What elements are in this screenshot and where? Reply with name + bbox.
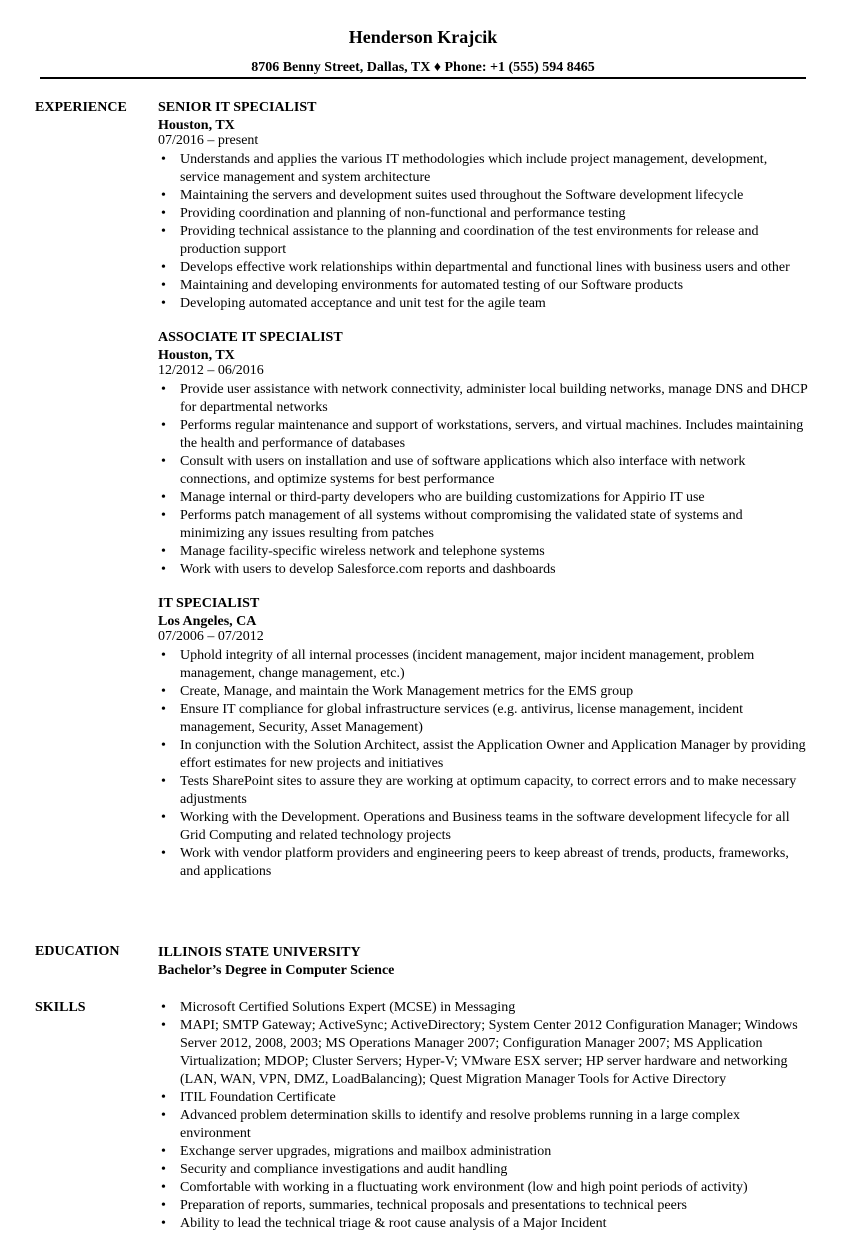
resume-name: Henderson Krajcik <box>348 27 498 47</box>
list-item: • ITIL Foundation Certificate <box>158 1089 808 1107</box>
list-item: • Ensure IT compliance for global infrastructure services (e.g. antivirus, license management, incident management, Security, Asset Management) <box>158 701 808 737</box>
list-item: • Providing coordination and planning of non-functional and performance testing <box>158 205 808 223</box>
header-divider <box>40 77 806 79</box>
job-title: ASSOCIATE IT SPECIALIST <box>158 330 343 345</box>
job-entry <box>158 329 808 579</box>
degree: Bachelor’s Degree in Computer Science <box>158 963 395 978</box>
list-item: • Maintaining and developing environments for automated testing of our Software products <box>158 277 808 295</box>
list-item: • Work with vendor platform providers and engineering peers to keep abreast of trends, products, frameworks, and applications <box>158 845 808 881</box>
list-item: • Maintaining the servers and development suites used throughout the Software development lifecycle <box>158 187 808 205</box>
list-item: • Work with users to develop Salesforce.com reports and dashboards <box>158 561 808 579</box>
job-dates: 07/2016 – present <box>158 133 259 148</box>
job-title: SENIOR IT SPECIALIST <box>158 100 317 115</box>
experience-body <box>158 99 808 897</box>
list-item: • Developing automated acceptance and unit test for the agile team <box>158 295 808 313</box>
list-item: • Comfortable with working in a fluctuating work environment (low and high point periods of activity) <box>158 1179 808 1197</box>
job-entry <box>158 595 808 881</box>
list-item: • Exchange server upgrades, migrations and mailbox administration <box>158 1143 808 1161</box>
list-item: • Uphold integrity of all internal processes (incident management, major incident management, problem management, change management, etc.) <box>158 647 808 683</box>
school-name: ILLINOIS STATE UNIVERSITY <box>158 945 361 960</box>
list-item: • Preparation of reports, summaries, technical proposals and presentations to technical peers <box>158 1197 808 1215</box>
list-item: • Provide user assistance with network connectivity, administer local building networks, manage DNS and DHCP for departmental networks <box>158 381 808 417</box>
list-item: • MAPI; SMTP Gateway; ActiveSync; ActiveDirectory; System Center 2012 Configuration Manager; Windows Server 2012, 2008, 2003; MS Operations Manager 2007; Configuration Manager 2007; MS Application Virtualization; MDOP; Cluster Servers; Hyper-V; VMware ESX server; HP server hardware and networking (LAN, WAN, VPN, DMZ, LoadBalancing); Quest Migration Manager Tools for Active Directory <box>158 1017 808 1089</box>
education-body <box>158 943 808 980</box>
list-item: • Security and compliance investigations and audit handling <box>158 1161 808 1179</box>
list-item: • Ability to lead the technical triage & root cause analysis of a Major Incident <box>158 1215 808 1233</box>
job-location: Los Angeles, CA <box>158 614 257 629</box>
list-item: • Performs patch management of all systems without compromising the validated state of systems and minimizing any issues resulting from patches <box>158 507 808 543</box>
job-entry <box>158 99 808 313</box>
list-item: • Create, Manage, and maintain the Work Management metrics for the EMS group <box>158 683 808 701</box>
job-bullets <box>158 647 808 881</box>
job-location: Houston, TX <box>158 118 235 133</box>
job-title: IT SPECIALIST <box>158 596 260 611</box>
list-item: • Tests SharePoint sites to assure they are working at optimum capacity, to correct errors and to make necessary adjustments <box>158 773 808 809</box>
contact-line: 8706 Benny Street, Dallas, TX ♦ Phone: +1 (555) 594 8465 <box>251 60 595 75</box>
list-item: • Performs regular maintenance and support of workstations, servers, and virtual machines. Includes maintaining the health and performance of databases <box>158 417 808 453</box>
experience-heading: EXPERIENCE <box>35 100 127 115</box>
job-dates: 12/2012 – 06/2016 <box>158 363 264 378</box>
list-item: • Microsoft Certified Solutions Expert (MCSE) in Messaging <box>158 999 808 1017</box>
list-item: • Manage facility-specific wireless network and telephone systems <box>158 543 808 561</box>
list-item: • Develops effective work relationships within departmental and functional lines with business users and other <box>158 259 808 277</box>
skills-body <box>158 999 808 1233</box>
skills-list <box>158 999 808 1233</box>
job-location: Houston, TX <box>158 348 235 363</box>
list-item: • Working with the Development. Operations and Business teams in the software development lifecycle for all Grid Computing and related technology projects <box>158 809 808 845</box>
job-dates: 07/2006 – 07/2012 <box>158 629 264 644</box>
list-item: • Manage internal or third-party developers who are building customizations for Appirio IT use <box>158 489 808 507</box>
list-item: • Understands and applies the various IT methodologies which include project management, development, service management and system architecture <box>158 151 808 187</box>
list-item: • Advanced problem determination skills to identify and resolve problems running in a large complex environment <box>158 1107 808 1143</box>
job-bullets <box>158 151 808 313</box>
skills-heading: SKILLS <box>35 1000 86 1015</box>
list-item: • Consult with users on installation and use of software applications which also interface with network connections, and optimize systems for best performance <box>158 453 808 489</box>
job-bullets <box>158 381 808 579</box>
list-item: • In conjunction with the Solution Architect, assist the Application Owner and Application Manager by providing effort estimates for new projects and initiatives <box>158 737 808 773</box>
education-heading: EDUCATION <box>35 944 120 959</box>
list-item: • Providing technical assistance to the planning and coordination of the test environments for release and production support <box>158 223 808 259</box>
